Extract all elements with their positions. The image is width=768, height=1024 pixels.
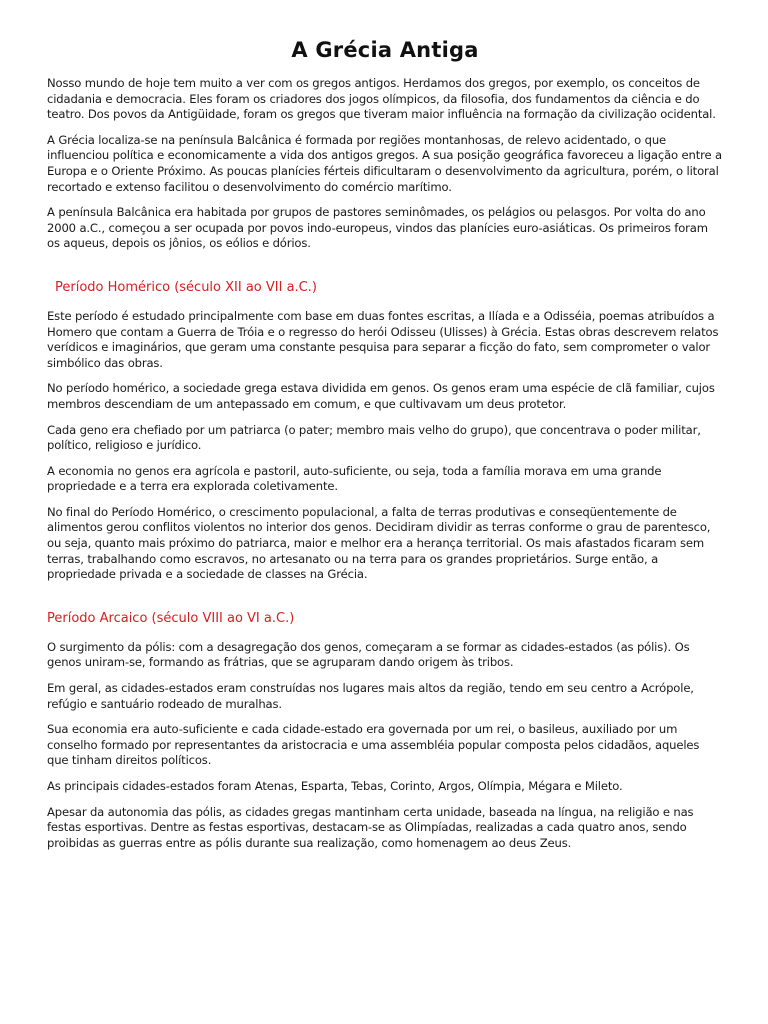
section-heading: Período Homérico (século XII ao VII a.C.)	[55, 279, 317, 295]
section-paragraph: As principais cidades-estados foram Atenas, Esparta, Tebas, Corinto, Argos, Olímpia, Mégara e Mileto.	[47, 779, 623, 793]
section-paragraph: No final do Período Homérico, o crescimento populacional, a falta de terras produtivas e conseqüentemente de alimentos gerou conflitos violentos no interior dos genos. Decidiram dividir as terras conforme o grau de parentesco, ou seja, quanto mais próximo do patriarca, maior e melhor era a herança territorial. Os mais afastados ficaram sem terras, trabalhando como escravos, no artesanato ou na terra para os grandes proprietários. Surge então, a propriedade privada e a sociedade de classes na Grécia.	[47, 504, 711, 582]
section-paragraph: O surgimento da pólis: com a desagregação dos genos, começaram a se formar as cidades-estados (as pólis). Os genos uniram-se, formando as frátrias, que se agruparam dando origem às tribos.	[47, 639, 690, 670]
section-paragraph: Em geral, as cidades-estados eram construídas nos lugares mais altos da região, tendo em seu centro a Acrópole, refúgio e santuário rodeado de muralhas.	[47, 681, 694, 711]
section-heading: Período Arcaico (século VIII ao VI a.C.)	[47, 610, 295, 626]
document-page	[47, 38, 723, 861]
intro-paragraph: A península Balcânica era habitada por grupos de pastores seminômades, os pelágios ou pelasgos. Por volta do ano 2000 a.C., começou a ser ocupada por povos indo-europeus, vindos das planícies euro-asiáticas. Os primeiros foram os aqueus, depois os jônios, os eólios e dórios.	[47, 205, 708, 251]
section-paragraph: Sua economia era auto-suficiente e cada cidade-estado era governada por um rei, o basileus, auxiliado por um conselho formado por representantes da aristocracia e uma assembléia popular composta pelos cidadãos, aqueles que tinham direitos políticos.	[47, 722, 700, 768]
section-paragraph: A economia no genos era agrícola e pastoril, auto-suficiente, ou seja, toda a família morava em uma grande propriedade e a terra era explorada coletivamente.	[47, 463, 662, 494]
page-title: A Grécia Antiga	[291, 38, 479, 62]
intro-section	[47, 76, 723, 252]
section-paragraph: Apesar da autonomia das pólis, as cidades gregas mantinham certa unidade, baseada na língua, na religião e nas festas esportivas. Dentre as festas esportivas, destacam-se as Olimpíadas, realizadas a cada quatro anos, sendo proibidas as guerras entre as pólis durante sua realização, como homenagem ao deus Zeus.	[47, 804, 694, 850]
intro-paragraph: A Grécia localiza-se na península Balcânica é formada por regiões montanhosas, de relevo acidentado, o que influenciou política e economicamente a vida dos antigos gregos. A sua posição geográfica favoreceu a ligação entre a Europa e o Oriente Próximo. As poucas planícies férteis dificultaram o desenvolvimento da agricultura, porém, o litoral recortado e extenso facilitou o desenvolvimento do comércio marítimo.	[47, 132, 722, 194]
section-paragraph: No período homérico, a sociedade grega estava dividida em genos. Os genos eram uma espécie de clã familiar, cujos membros descendiam de um antepassado em comum, e que cultivavam um deus protetor.	[47, 381, 715, 411]
section-periodo-arcaico	[47, 611, 723, 852]
section-paragraph: Este período é estudado principalmente com base em duas fontes escritas, a Ilíada e a Odisséia, poemas atribuídos a Homero que contam a Guerra de Tróia e o regresso do herói Odisseu (Ulisses) à Grécia. Estas obras descrevem relatos verídicos e imaginários, que geram uma constante pesquisa para separar a ficção do fato, sem comprometer o valor simbólico das obras.	[47, 308, 719, 370]
intro-paragraph: Nosso mundo de hoje tem muito a ver com os gregos antigos. Herdamos dos gregos, por exemplo, os conceitos de cidadania e democracia. Eles foram os criadores dos jogos olímpicos, da filosofia, dos fundamentos da ciência e do teatro. Dos povos da Antigüidade, foram os gregos que tiveram maior influência na formação da civilização ocidental.	[47, 76, 716, 122]
section-periodo-homerico	[47, 280, 723, 583]
section-paragraph: Cada geno era chefiado por um patriarca (o pater; membro mais velho do grupo), que concentrava o poder militar, político, religioso e jurídico.	[47, 422, 701, 453]
